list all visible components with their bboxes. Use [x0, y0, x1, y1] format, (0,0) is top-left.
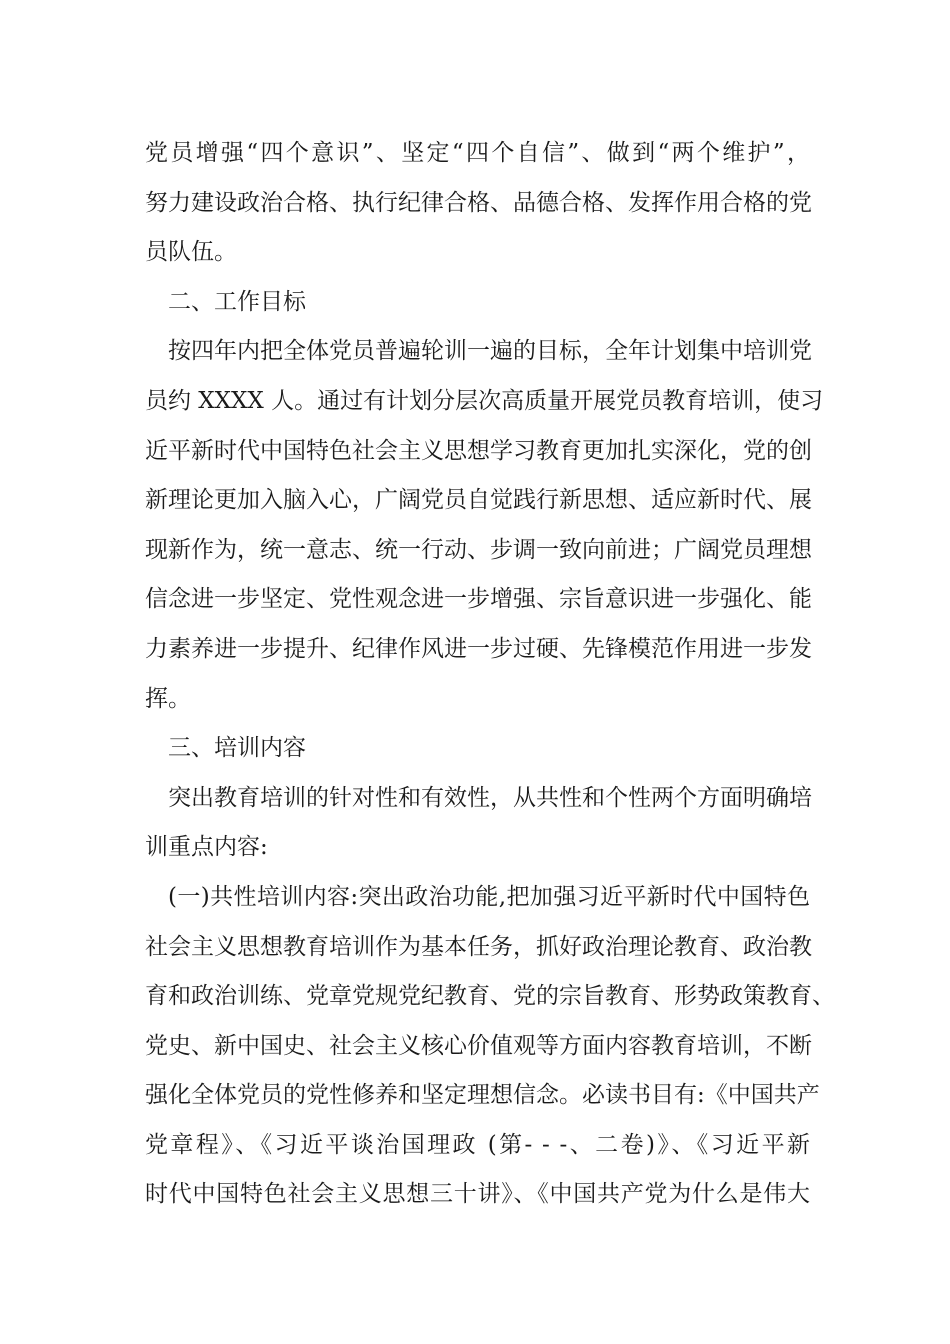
body-line: 突出教育培训的针对性和有效性，从共性和个性两个方面明确培 [168, 784, 812, 811]
body-line: 努力建设政治合格、执行纪律合格、品德合格、发挥作用合格的党 [145, 189, 812, 216]
body-line: 信念进一步坚定、党性观念进一步增强、宗旨意识进一步强化、能 [145, 586, 812, 613]
body-line: 员约 XXXX 人。通过有计划分层次高质量开展党员教育培训，使习 [145, 387, 824, 414]
body-line: 党员增强“四个意识”、坚定“四个自信”、做到“两个维护”， [145, 140, 810, 166]
body-line: 现新作为，统一意志、统一行动、步调一致向前进；广阔党员理想 [145, 536, 812, 563]
body-line: 按四年内把全体党员普遍轮训一遍的目标，全年计划集中培训党 [168, 338, 812, 365]
body-line: 近平新时代中国特色社会主义思想学习教育更加扎实深化，党的创 [145, 437, 812, 464]
section-heading-goals: 二、工作目标 [168, 288, 306, 315]
body-line: 员队伍。 [145, 239, 237, 266]
section-heading-content: 三、培训内容 [168, 735, 306, 762]
body-line: 党史、新中国史、社会主义核心价值观等方面内容教育培训，不断 [145, 1032, 812, 1059]
document-body [145, 129, 835, 1220]
body-line: 新理论更加入脑入心，广阔党员自觉践行新思想、适应新时代、展 [145, 487, 812, 514]
body-line: 训重点内容: [145, 834, 268, 861]
body-line: 社会主义思想教育培训作为基本任务，抓好政治理论教育、政治教 [145, 933, 812, 960]
body-line: 育和政治训练、党章党规党纪教育、党的宗旨教育、形势政策教育、 [145, 983, 835, 1010]
body-line: 时代中国特色社会主义思想三十讲》、《中国共产党为什么是伟大 [145, 1181, 810, 1208]
body-line: 党章程》、《习近平谈治国理政 (第- - -、二卷)》、《习近平新 [145, 1131, 810, 1158]
body-line: (一)共性培训内容:突出政治功能,把加强习近平新时代中国特色 [168, 883, 810, 910]
body-line: 力素养进一步提升、纪律作风进一步过硬、先锋模范作用进一步发 [145, 635, 812, 662]
body-line: 强化全体党员的党性修养和坚定理想信念。必读书目有:《中国共产 [145, 1082, 820, 1109]
body-line: 挥。 [145, 685, 191, 712]
